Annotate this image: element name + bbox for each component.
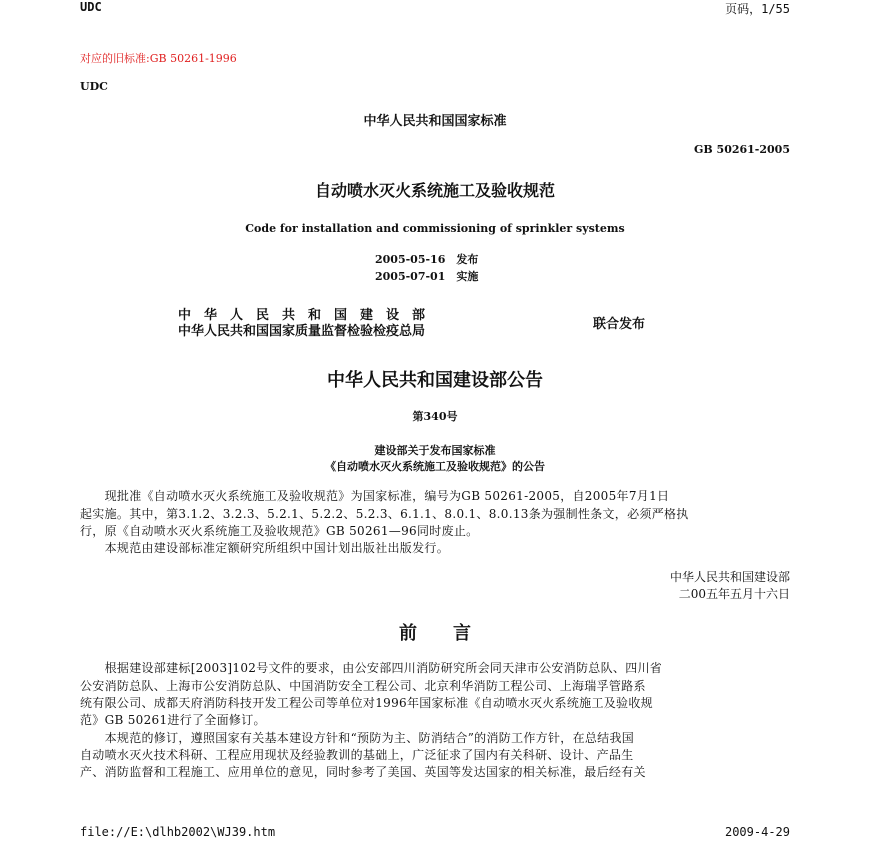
preface-line: 自动喷水灭火技术科研、工程应用现状及经验教训的基础上，广泛征求了国内有关科研、设计、产品生 bbox=[80, 748, 634, 762]
preface-line: 范》GB 50261进行了全面修订。 bbox=[80, 713, 266, 727]
standard-code: GB 50261-2005 bbox=[694, 143, 790, 156]
announcement-line: 起实施。其中，第3.1.2、3.2.3、5.2.1、5.2.2、5.2.3、6.1.1、8.0.1、8.0.13条为强制性条文，必须严格执 bbox=[80, 507, 689, 521]
preface-line: 统有限公司、成都天府消防科技开发工程公司等单位对1996年国家标准《自动喷水灭火系统施工及验收规 bbox=[80, 696, 653, 710]
udc-label: UDC bbox=[80, 80, 108, 93]
preface-title: 前 言 bbox=[399, 623, 471, 644]
preface-line: 产、消防监督和工程施工、应用单位的意见，同时参考了美国、英国等发达国家的相关标准，最后经有关 bbox=[80, 765, 646, 779]
announcement-subtitle-1: 建设部关于发布国家标准 bbox=[374, 444, 496, 457]
announcement-line: 本规范由建设部标准定额研究所组织中国计划出版社出版发行。 bbox=[80, 541, 450, 555]
announcement-line: 行，原《自动喷水灭火系统施工及验收规范》GB 50261—96同时废止。 bbox=[80, 524, 479, 538]
signature-date: 二00五年五月十六日 bbox=[678, 587, 790, 601]
issuer-1: 中 华 人 民 共 和 国 建 设 部 bbox=[178, 308, 426, 323]
publish-date: 2005-05-16 发布 bbox=[375, 253, 479, 266]
national-standard-label: 中华人民共和国国家标准 bbox=[363, 114, 507, 129]
old-standard-link[interactable]: 对应的旧标准:GB 50261-1996 bbox=[80, 52, 237, 65]
header-udc: UDC bbox=[80, 0, 102, 14]
joint-issue-label: 联合发布 bbox=[593, 317, 646, 332]
document-title-english: Code for installation and commissioning of sprinkler systems bbox=[245, 222, 625, 235]
announcement-subtitle-2: 《自动喷水灭火系统施工及验收规范》的公告 bbox=[325, 460, 545, 473]
announcement-title: 中华人民共和国建设部公告 bbox=[327, 370, 543, 391]
footer-file-path: file://E:\dlhb2002\WJ39.htm bbox=[80, 825, 276, 839]
announcement-number: 第340号 bbox=[412, 410, 458, 423]
preface-line: 根据建设部建标[2003]102号文件的要求，由公安部四川消防研究所会同天津市公安消防总队、四川省 bbox=[80, 661, 663, 675]
preface-line: 本规范的修订，遵照国家有关基本建设方针和“预防为主、防消结合”的消防工作方针，在总结我国 bbox=[80, 731, 635, 745]
page-number: 页码，1/55 bbox=[725, 2, 790, 16]
signature-org: 中华人民共和国建设部 bbox=[669, 570, 790, 584]
announcement-line: 现批准《自动喷水灭火系统施工及验收规范》为国家标准，编号为GB 50261-2005，自2005年7月1日 bbox=[80, 489, 670, 503]
effective-date: 2005-07-01 实施 bbox=[375, 270, 479, 283]
issuer-2: 中华人民共和国国家质量监督检验检疫总局 bbox=[178, 324, 426, 339]
preface-line: 公安消防总队、上海市公安消防总队、中国消防安全工程公司、北京利华消防工程公司、上海瑞孚管路系 bbox=[80, 679, 646, 693]
document-title: 自动喷水灭火系统施工及验收规范 bbox=[314, 181, 555, 200]
footer-date: 2009-4-29 bbox=[724, 825, 790, 839]
